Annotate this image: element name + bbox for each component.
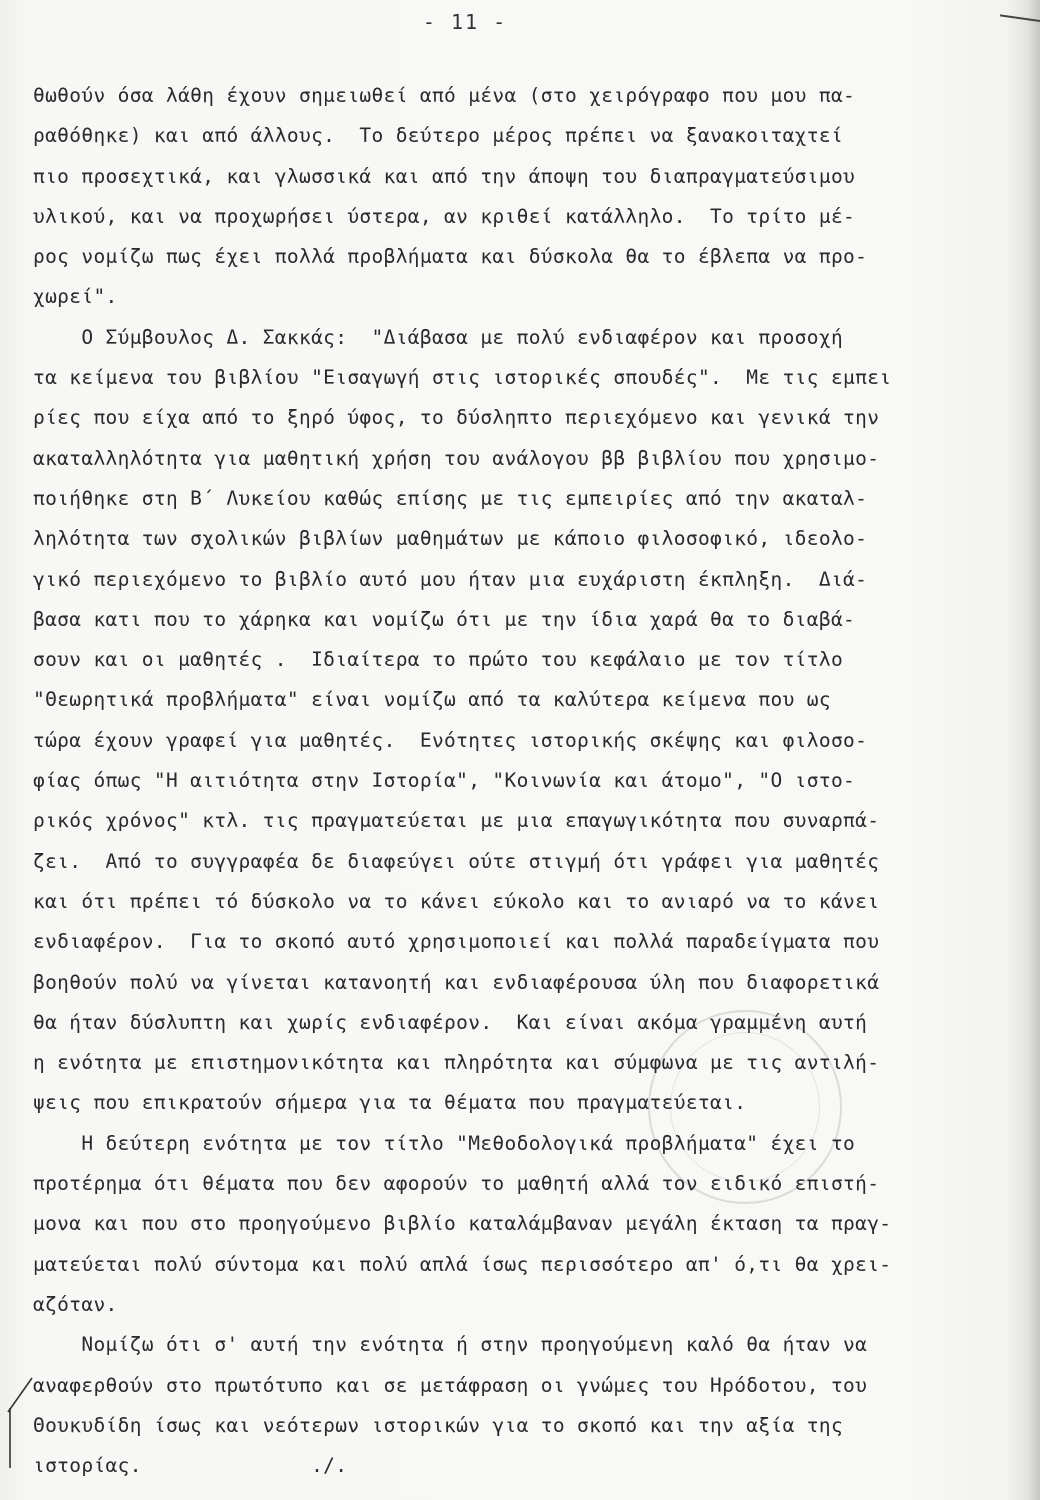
text-line: θωθούν όσα λάθη έχουν σημειωθεί από μένα (στο χειρόγραφο που μου πα- [33,84,856,107]
margin-pen-mark [2,1372,36,1472]
text-line: τα κείμενα του βιβλίου "Εισαγωγή στις ιστορικές σπουδές". Με τις εμπει [33,366,892,390]
text-line: ρος νομίζω πως έχει πολλά προβλήματα και δύσκολα θα το έβλεπα να προ- [33,245,868,269]
text-line: ζει. Από το συγγραφέα δε διαφεύγει ούτε στιγμή ότι γράφει για μαθητές [33,849,880,873]
text-line: γικό περιεχόμενο το βιβλίο αυτό μου ήταν μια ευχάριστη έκπληξη. Διά- [33,567,868,591]
text-line: ακαταλληλότητα για μαθητική χρήση του ανάλογου ββ βιβλίου που χρησιμο- [33,446,880,470]
text-line: υλικού, και να προχωρήσει ύστερα, αν κριθεί κατάλληλο. Το τρίτο μέ- [33,204,856,228]
text-line: ματεύεται πολύ σύντομα και πολύ απλά ίσως περισσότερο απ' ό,τι θα χρει- [33,1252,892,1276]
page-edge-shadow [1006,0,1040,1500]
text-line: ψεις που επικρατούν σήμερα για τα θέματα που πραγματεύεται. [33,1091,747,1115]
text-line: τώρα έχουν γραφεί για μαθητές. Ενότητες ιστορικής σκέψης και φιλοσο- [33,728,868,752]
page-number: - 11 - [422,10,508,34]
text-line: μονα και που στο προηγούμενο βιβλίο καταλάμβαναν μεγάλη έκταση τα πραγ- [33,1212,892,1236]
text-line: πιο προσεχτικά, και γλωσσικά και από την άποψη του διαπραγματεύσιμου [33,164,856,188]
text-line: ρικός χρόνος" κτλ. τις πραγματεύεται με μια επαγωγικότητα που συναρπά- [33,809,880,833]
text-line: σουν και οι μαθητές . Ιδιαίτερα το πρώτο του κεφάλαιο με τον τίτλο [33,648,844,672]
text-line: Θουκυδίδη ίσως και νεότερων ιστορικών για το σκοπό και την αξία της [33,1413,844,1437]
text-line: ρίες που είχα από το ξηρό ύφος, το δύσληπτο περιεχόμενο και γενικά την [33,406,880,430]
text-line: ενδιαφέρον. Για το σκοπό αυτό χρησιμοποιεί και πολλά παραδείγματα που [33,930,880,954]
text-line: βοηθούν πολύ να γίνεται κατανοητή και ενδιαφέρουσα ύλη που διαφορετικά [33,970,880,994]
text-line: "Θεωρητικά προβλήματα" είναι νομίζω από τα καλύτερα κείμενα που ως [33,688,831,712]
text-line: αζόταν. [33,1292,118,1316]
text-line: ιστορίας. ./. [33,1454,348,1478]
text-line: χωρεί". [33,285,118,309]
text-line: και ότι πρέπει τό δύσκολο να το κάνει εύκολο και το ανιαρό να το κάνει [33,889,880,913]
text-line: προτέρημα ότι θέματα που δεν αφορούν το μαθητή αλλά τον ειδικό επιστή- [33,1172,880,1196]
text-line: Ο Σύμβουλος Δ. Σακκάς: "Διάβασα με πολύ ενδιαφέρον και προσοχή [33,325,844,349]
text-line: ποιήθηκε στη Β΄ Λυκείου καθώς επίσης με τις εμπειρίες από την ακαταλ- [33,486,868,510]
text-line: ραθόθηκε) και από άλλους. Το δεύτερο μέρος πρέπει να ξανακοιταχτεί [33,124,844,148]
document-body [33,76,995,1486]
text-line: Η δεύτερη ενότητα με τον τίτλο "Μεθοδολογικά προβλήματα" έχει το [33,1131,856,1155]
text-line: Νομίζω ότι σ' αυτή την ενότητα ή στην προηγούμενη καλό θα ήταν να [33,1333,868,1357]
text-line: η ενότητα με επιστημονικότητα και πληρότητα και σύμφωνα με τις αντιλή- [33,1051,880,1075]
text-line: ληλότητα των σχολικών βιβλίων μαθημάτων με κάποιο φιλοσοφικό, ιδεολο- [33,527,868,551]
text-line: αναφερθούν στο πρωτότυπο και σε μετάφραση οι γνώμες του Ηρόδοτου, του [33,1373,868,1397]
text-line: θα ήταν δύσλυπτη και χωρίς ενδιαφέρον. Και είναι ακόμα γραμμένη αυτή [33,1010,868,1034]
text-line: φίας όπως "Η αιτιότητα στην Ιστορία", "Κοινωνία και άτομο", "Ο ιστο- [33,769,856,793]
text-line: βασα κατι που το χάρηκα και νομίζω ότι με την ίδια χαρά θα το διαβά- [33,607,856,631]
